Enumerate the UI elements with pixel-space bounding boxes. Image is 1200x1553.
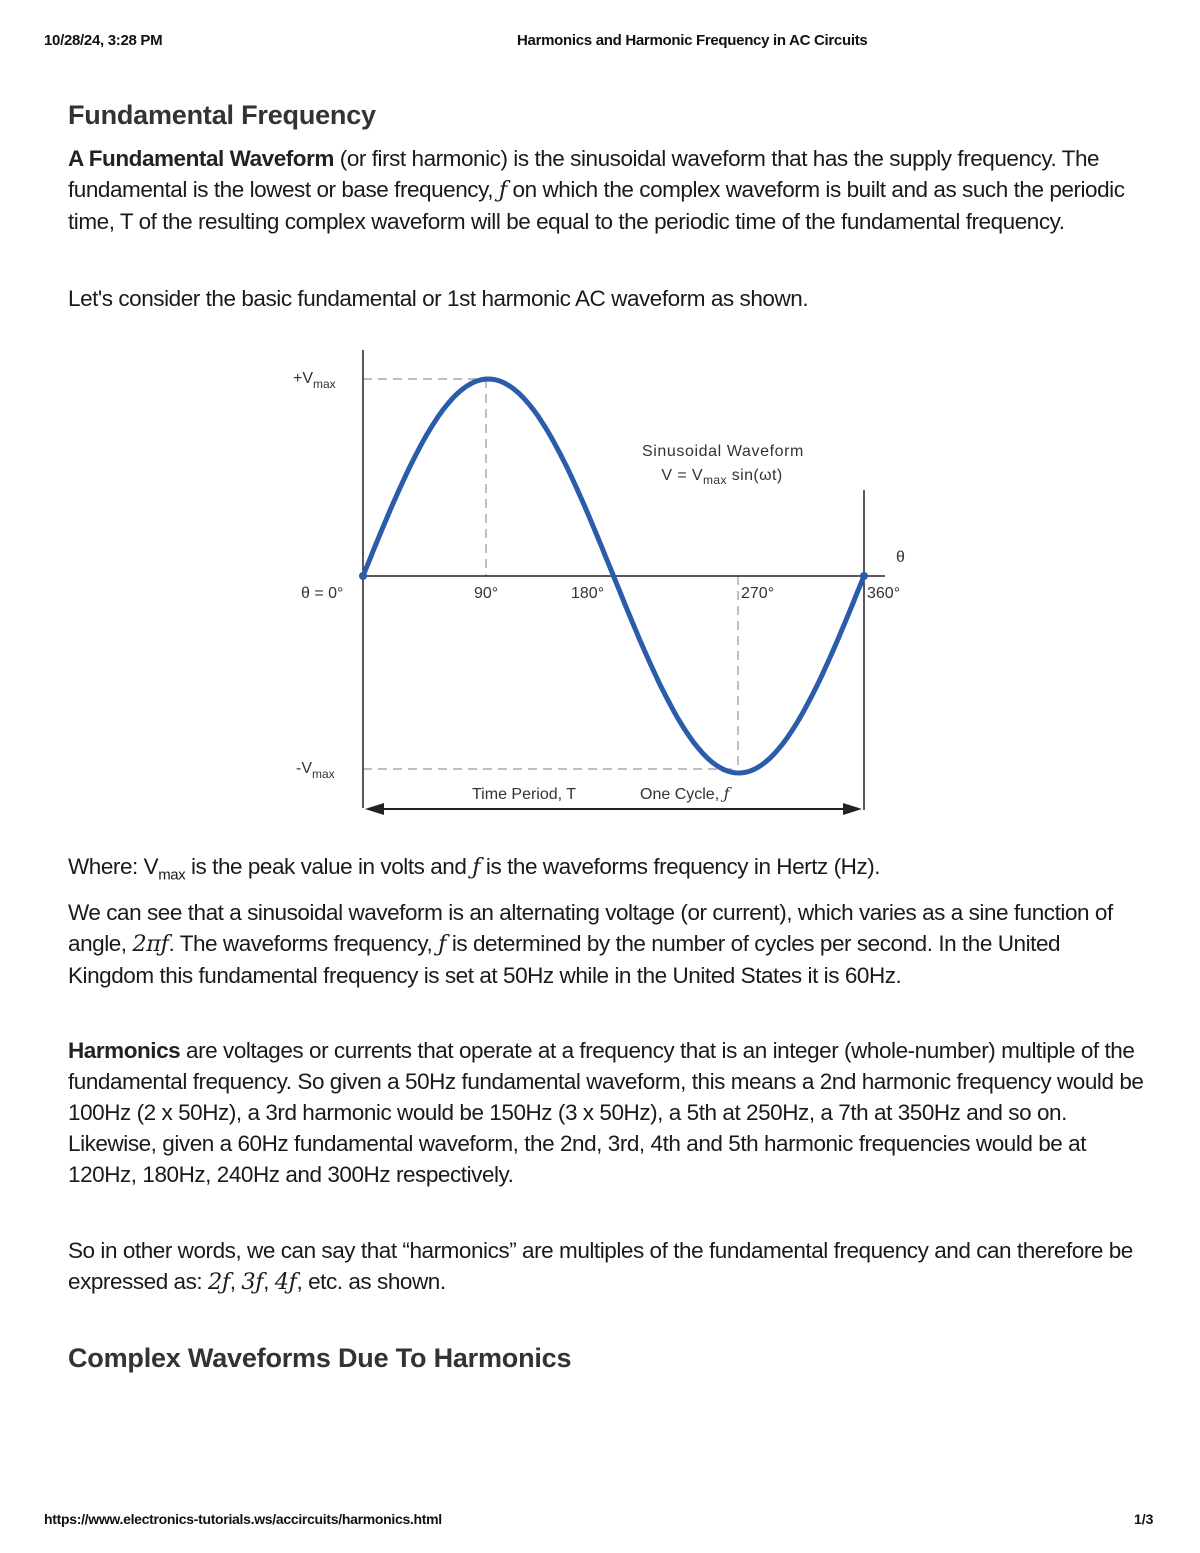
chart-title: Sinusoidal Waveform xyxy=(642,443,804,460)
tick-360: 360° xyxy=(867,585,901,602)
period-label: Time Period, T xyxy=(472,786,577,803)
wave-endpoint xyxy=(860,572,868,580)
ymin-label: $-V_{max}$ xyxy=(296,760,335,781)
chart-formula: $V = V_{max}$ sin(ωt) xyxy=(661,467,783,487)
heading-complex-waveforms: Complex Waveforms Due To Harmonics xyxy=(68,1343,572,1373)
paragraph-harmonics: Harmonics are voltages or currents that operate at a frequency that is an integer (whole-number) multiple of the fundamental frequency. So given a 50Hz fundamental waveform, this means a 2nd harmonic frequency would be 100Hz (2 x 50Hz), a 3rd harmonic would be 150Hz (3 x 50Hz), a 5th at 250Hz, a 7th at 350Hz and so on. Likewise, given a 60Hz fundamental waveform, the 2nd, 3rd, 4th and 5th harmonic frequencies would be at 120Hz, 180Hz, 240Hz and 300Hz respectively. xyxy=(68,1038,1144,1187)
period-arrow-left-head xyxy=(365,803,384,815)
paragraph-fundamental-waveform: A Fundamental Waveform (or first harmonic) is the sinusoidal waveform that has the supply frequency. The fundamental is the lowest or base frequency, ƒ on which the complex waveform is built and as such the periodic time, T of the resulting complex waveform will be equal to the periodic time of the fundamental frequency. xyxy=(68,146,1125,234)
symbol-2-pi-f: 2πƒ xyxy=(132,931,169,957)
symbol-f: ƒ xyxy=(438,931,447,957)
print-url: https://www.electronics-tutorials.ws/accircuits/harmonics.html xyxy=(44,1511,442,1527)
print-page-number: 1/3 xyxy=(1134,1511,1154,1527)
symbol-f: ƒ xyxy=(498,177,507,203)
tick-270: 270° xyxy=(741,585,775,602)
term-harmonics: Harmonics xyxy=(68,1038,181,1063)
print-date: 10/28/24, 3:28 PM xyxy=(44,32,163,49)
period-arrow-right-head xyxy=(843,803,862,815)
paragraph-consider-waveform: Let's consider the basic fundamental or 1st harmonic AC waveform as shown. xyxy=(68,286,809,311)
tick-180: 180° xyxy=(571,585,605,602)
paragraph-harmonic-multiples: So in other words, we can say that “harmonics” are multiples of the fundamental frequency and can therefore be expressed as: 2ƒ, 3ƒ, 4ƒ, etc. as shown. xyxy=(68,1238,1133,1295)
paragraph-alternating-voltage: We can see that a sinusoidal waveform is an alternating voltage (or current), which varies as a sine function of angle, 2πƒ. The waveforms frequency, ƒ is determined by the number of cycles per second. In the United Kingdom this fundamental frequency is set at 50Hz while in the United States it is 60Hz. xyxy=(68,900,1113,988)
print-page-title: Harmonics and Harmonic Frequency in AC Circuits xyxy=(517,32,868,49)
ymax-label: $+V_{max}$ xyxy=(293,370,336,391)
symbol-f: ƒ xyxy=(472,854,481,880)
paragraph-where-definitions: Where: $V_{max}$ is the peak value in volts and ƒ is the waveforms frequency in Hertz (Hz). xyxy=(68,854,881,884)
cycle-label: One Cycle, ƒ xyxy=(640,784,730,803)
term-fundamental-waveform: A Fundamental Waveform xyxy=(68,146,334,171)
tick-90: 90° xyxy=(474,585,499,602)
x-axis-title: θ xyxy=(896,549,905,566)
wave-endpoint xyxy=(359,572,367,580)
tick-origin: θ = 0° xyxy=(301,585,344,602)
heading-fundamental-frequency: Fundamental Frequency xyxy=(68,100,376,130)
